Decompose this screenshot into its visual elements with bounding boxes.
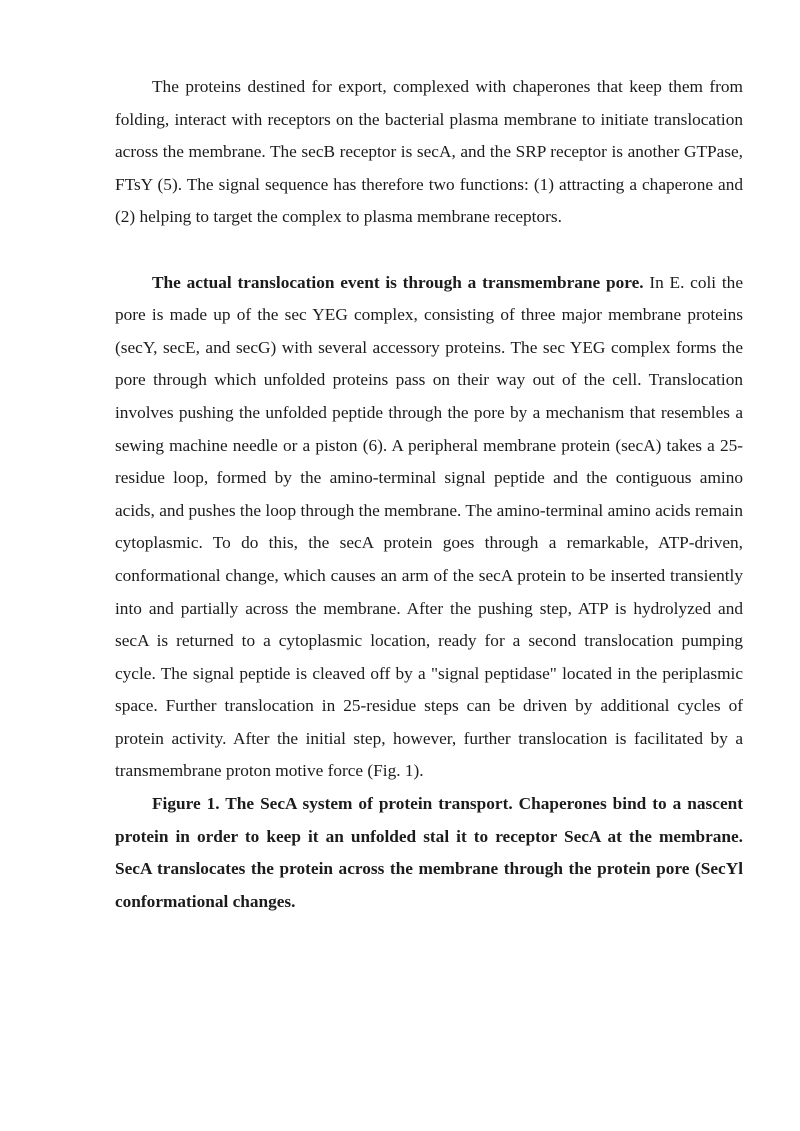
paragraph-body-text: In E. coli the pore is made up of the sec YEG complex, consisting of three major membrane proteins (secY, secE, and secG) with several accessory proteins. The sec YEG complex forms the pore through which unfolded proteins pass on their way out of the cell. Translocation involves pushing the unfolded peptide through the pore by a mechanism that resembles a sewing machine needle or a piston (6). A peripheral membrane protein (secA) takes a 25-residue loop, formed by the amino-terminal signal peptide and the contiguous amino acids, and pushes the loop through the membrane. The amino-terminal amino acids remain cytoplasmic. To do this, the secA protein goes through a remarkable, ATP-driven, conformational change, which causes an arm of the secA protein to be inserted transiently into and partially across the membrane. After the pushing step, ATP is hydrolyzed and secA is returned to a cytoplasmic location, ready for a second translocation pumping cycle. The signal peptide is cleaved off by a "signal peptidase" located in the periplasmic space. Further translocation in 25-residue steps can be driven by additional cycles of protein activity. After the initial step, however, further translocation is facilitated by a transmembrane proton motive force (Fig. 1). [115,272,743,781]
paragraph-lead-sentence: The actual translocation event is through a transmembrane pore. [152,272,644,292]
figure-caption: Figure 1. The SecA system of protein transport. Chaperones bind to a nascent protein in order to keep it an unfolded stal it to receptor SecA at the membrane. SecA translocates the protein across the membrane through the protein pore (SecYl conformational changes. [115,794,743,911]
document-page [115,71,743,918]
paragraph-export-receptors: The proteins destined for export, complexed with chaperones that keep them from folding, interact with receptors on the bacterial plasma membrane to initiate translocation across the membrane. The secB receptor is secA, and the SRP receptor is another GTPase, FTsY (5). The signal sequence has therefore two functions: (1) attracting a chaperone and (2) helping to target the complex to plasma membrane receptors. [115,77,743,227]
paragraph-translocation-pore [115,267,743,789]
